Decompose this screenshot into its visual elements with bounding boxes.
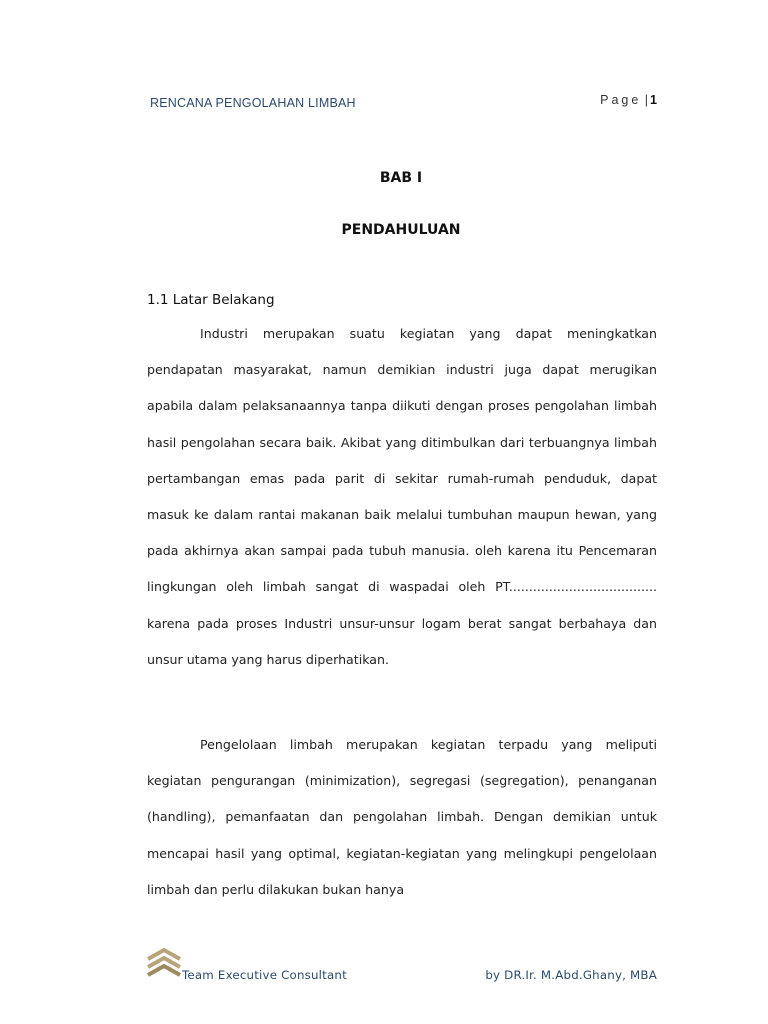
page-label-text: Page [600, 93, 642, 107]
chevron-stack-logo-icon [146, 947, 182, 979]
chapter-title: PENDAHULUAN [341, 222, 461, 238]
paragraph: Pengelolaan limbah merupakan kegiatan terpadu yang meliputi kegiatan pengurangan (minimization), segregasi (segregation), penanganan (handling), pemanfaatan dan pengolahan limbah. Dengan demikian untuk mencapai hasil yang optimal, kegiatan-kegiatan yang melingkupi pengelolaan limbah dan perlu dilakukan bukan hanya [147, 737, 657, 897]
document-header-title: RENCANA PENGOLAHAN LIMBAH [150, 96, 356, 110]
page-number-label [600, 93, 657, 107]
page-number: 1 [650, 93, 657, 107]
section-heading: 1.1 Latar Belakang [147, 292, 275, 308]
paragraph: Industri merupakan suatu kegiatan yang dapat meningkatkan pendapatan masyarakat, namun demikian industri juga dapat merugikan apabila dalam pelaksanaannya tanpa diikuti dengan proses pengolahan limbah hasil pengolahan secara baik. Akibat yang ditimbulkan dari terbuangnya limbah pertambangan emas pada parit di sekitar rumah-rumah penduduk, dapat masuk ke dalam rantai makanan baik melalui tumbuhan maupun hewan, yang pada akhirnya akan sampai pada tubuh manusia. oleh karena itu Pencemaran lingkungan oleh limbah sangat di waspadai oleh PT..................................... karena pada proses Industri unsur-unsur logam berat sangat berbahaya dan unsur utama yang harus diperhatikan. [147, 326, 657, 667]
page-separator: | [644, 93, 649, 107]
chapter-number: BAB I [379, 170, 423, 186]
footer-author: by DR.Ir. M.Abd.Ghany, MBA [485, 968, 657, 982]
footer-consultant-name: Team Executive Consultant [182, 968, 347, 982]
